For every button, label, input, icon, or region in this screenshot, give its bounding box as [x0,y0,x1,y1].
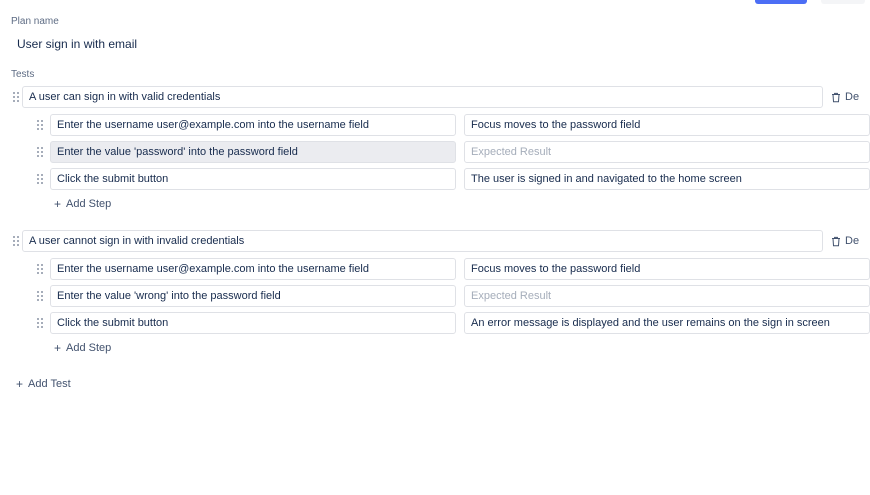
test-title-input[interactable] [22,230,823,252]
add-step-button[interactable] [48,339,117,357]
test-separator [0,213,870,230]
trash-icon [831,92,841,103]
plus-icon: + [16,376,24,391]
add-step-label: Add Step [66,198,112,210]
step-row [34,285,870,307]
test-header [10,230,870,252]
step-row [34,114,870,136]
test-block [0,230,870,357]
delete-test-label: De [845,235,860,247]
step-expected-input[interactable] [464,168,870,190]
add-test-button[interactable] [10,375,77,393]
plan-name-input[interactable] [10,32,855,56]
test-header [10,86,870,108]
delete-test-button[interactable] [831,91,859,103]
step-expected-input[interactable] [464,312,870,334]
drag-handle-icon[interactable] [34,315,46,331]
step-expected-input[interactable] [464,141,870,163]
step-list [0,258,870,334]
test-block [0,86,870,213]
drag-handle-icon[interactable] [10,89,22,105]
add-step-button[interactable] [48,195,117,213]
plus-icon: + [54,196,62,211]
plus-icon: + [54,340,62,355]
drag-handle-icon[interactable] [34,288,46,304]
step-row [34,258,870,280]
test-title-input[interactable] [22,86,823,108]
step-action-input[interactable] [50,168,456,190]
step-list [0,114,870,190]
drag-handle-icon[interactable] [34,117,46,133]
step-expected-input[interactable] [464,258,870,280]
step-row [34,141,870,163]
step-action-input[interactable] [50,312,456,334]
step-action-input[interactable] [50,114,456,136]
drag-handle-icon[interactable] [34,171,46,187]
drag-handle-icon[interactable] [34,144,46,160]
step-action-input[interactable] [50,285,456,307]
step-row [34,312,870,334]
delete-test-button[interactable] [831,235,859,247]
drag-handle-icon[interactable] [10,233,22,249]
step-expected-input[interactable] [464,114,870,136]
add-test-label: Add Test [28,378,71,390]
delete-test-label: De [845,91,860,103]
step-action-input[interactable] [50,141,456,163]
step-action-input[interactable] [50,258,456,280]
drag-handle-icon[interactable] [34,261,46,277]
step-expected-input[interactable] [464,285,870,307]
plan-name-label: Plan name [11,16,59,27]
tests-label: Tests [11,69,35,80]
add-step-label: Add Step [66,342,112,354]
trash-icon [831,236,841,247]
step-row [34,168,870,190]
